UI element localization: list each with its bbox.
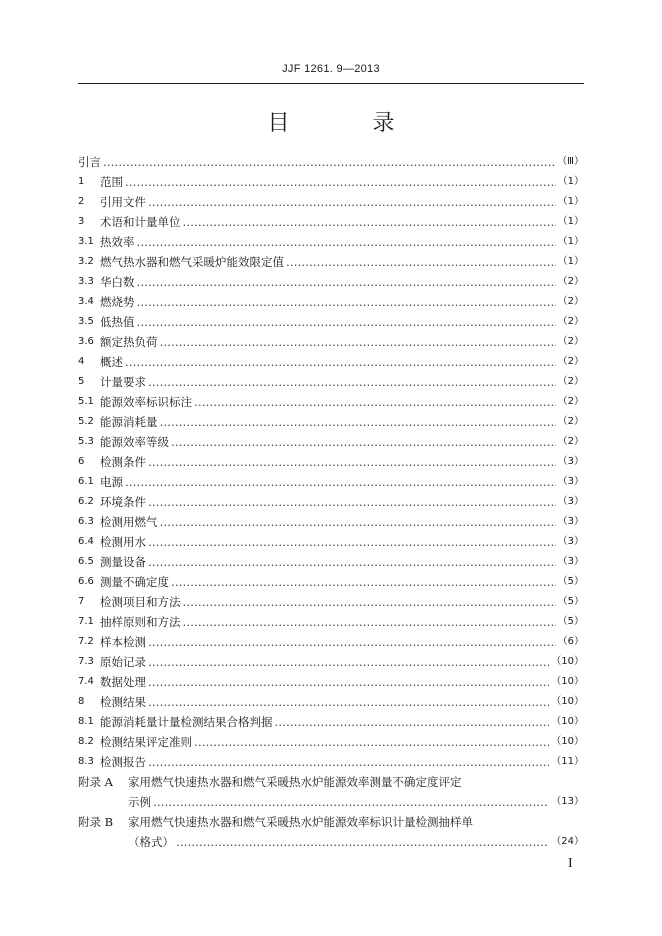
appendix-entry (78, 772, 584, 792)
appendix-title-line2: （格式） (128, 835, 174, 849)
toc-entry-number: 6.6 (78, 576, 94, 587)
appendix-page: （13） (551, 796, 584, 807)
appendix-number: 附录 B (78, 815, 114, 829)
toc-entry-title: 检测结果评定准则 (100, 735, 192, 749)
toc-entry (78, 392, 584, 412)
toc-entry (78, 592, 584, 612)
toc-entry-page: （2） (557, 336, 584, 347)
toc-entry-page: （3） (557, 456, 584, 467)
toc-entry-number: 7.1 (78, 616, 94, 627)
toc-entry-page: （5） (557, 596, 584, 607)
toc-entry-title: 范围 (100, 175, 123, 189)
toc-entry-page: （1） (557, 176, 584, 187)
toc-entry-title: 抽样原则和方法 (100, 615, 181, 629)
toc-entry-page: （2） (557, 316, 584, 327)
toc-entry-number: 6 (78, 456, 85, 467)
dot-leader (275, 712, 550, 732)
toc-entry-number: 5 (78, 376, 85, 387)
toc-entry-title: 引用文件 (100, 195, 146, 209)
dot-leader (153, 792, 549, 812)
dot-leader (148, 552, 556, 572)
dot-leader (160, 412, 556, 432)
toc-entry (78, 212, 584, 232)
toc-entry-page: （2） (557, 416, 584, 427)
toc-entry-number: 5.1 (78, 396, 94, 407)
toc-entry-page: （3） (557, 516, 584, 527)
dot-leader (183, 612, 556, 632)
toc-entry-number: 2 (78, 196, 85, 207)
toc-entry (78, 572, 584, 592)
toc-entry-title: 电源 (100, 475, 123, 489)
toc-entry-title: 能源消耗量 (100, 415, 158, 429)
dot-leader (137, 312, 556, 332)
dot-leader (194, 392, 556, 412)
toc-entry-number: 7 (78, 596, 85, 607)
table-of-contents (78, 152, 584, 852)
toc-entry-number: 7.4 (78, 676, 94, 687)
appendix-page: （24） (551, 836, 584, 847)
toc-entry-number: 3.6 (78, 336, 94, 347)
toc-entry-title: 燃烧势 (100, 295, 135, 309)
toc-entry-title: 低热值 (100, 315, 135, 329)
toc-entry (78, 412, 584, 432)
toc-entry-number: 8.2 (78, 736, 94, 747)
toc-entry (78, 552, 584, 572)
dot-leader (137, 232, 556, 252)
dot-leader (160, 512, 556, 532)
toc-entry-page: （6） (557, 636, 584, 647)
toc-entry-number: 6.2 (78, 496, 94, 507)
toc-entry-title: 检测用燃气 (100, 515, 158, 529)
toc-entry (78, 472, 584, 492)
dot-leader (148, 192, 556, 212)
toc-entry (78, 152, 584, 172)
toc-entry-number: 1 (78, 176, 85, 187)
toc-entry-title: 能源效率等级 (100, 435, 169, 449)
toc-entry-title: 测量不确定度 (100, 575, 169, 589)
toc-entry (78, 712, 584, 732)
toc-entry-page: （1） (557, 196, 584, 207)
toc-entry-number: 5.3 (78, 436, 94, 447)
toc-entry-number: 7.2 (78, 636, 94, 647)
dot-leader (137, 272, 556, 292)
toc-entry-title: 检测报告 (100, 755, 146, 769)
toc-entry (78, 372, 584, 392)
toc-entry (78, 732, 584, 752)
toc-entry-page: （1） (557, 256, 584, 267)
dot-leader (148, 372, 556, 392)
page-title: 目 录 (267, 111, 433, 136)
appendix-entry (78, 812, 584, 832)
toc-entry-number: 8.1 (78, 716, 94, 727)
appendix-entry-continuation (78, 792, 584, 812)
toc-entry-page: （11） (551, 756, 584, 767)
toc-entry-title: 能源效率标识标注 (100, 395, 192, 409)
toc-entry-number: 4 (78, 356, 85, 367)
toc-entry (78, 512, 584, 532)
dot-leader (125, 352, 556, 372)
toc-entry-page: （10） (551, 676, 584, 687)
dot-leader (148, 652, 549, 672)
dot-leader (125, 472, 556, 492)
dot-leader (148, 492, 556, 512)
appendix-title-line1: 家用燃气快速热水器和燃气采暖热水炉能源效率测量不确定度评定 (128, 775, 462, 789)
toc-entry-page: （10） (551, 696, 584, 707)
toc-entry-number: 3.3 (78, 276, 94, 287)
dot-leader (148, 752, 549, 772)
toc-entry-title: 检测条件 (100, 455, 146, 469)
toc-entry (78, 192, 584, 212)
toc-entry-page: （3） (557, 476, 584, 487)
dot-leader (148, 632, 556, 652)
toc-entry (78, 672, 584, 692)
dot-leader (183, 592, 556, 612)
toc-entry (78, 172, 584, 192)
toc-entry-title: 燃气热水器和燃气采暖炉能效限定值 (100, 255, 284, 269)
toc-entry-page: （1） (557, 236, 584, 247)
page-number: I (568, 856, 573, 871)
toc-entry-title: 计量要求 (100, 375, 146, 389)
toc-entry-page: （2） (557, 296, 584, 307)
toc-entry (78, 632, 584, 652)
toc-entry-number: 3.2 (78, 256, 94, 267)
toc-entry-number: 8.3 (78, 756, 94, 767)
toc-entry-title: 引言 (78, 155, 101, 169)
toc-entry-title: 测量设备 (100, 555, 146, 569)
toc-entry-page: （2） (557, 356, 584, 367)
toc-entry-page: （2） (557, 376, 584, 387)
header-rule (78, 83, 584, 84)
toc-entry-title: 环境条件 (100, 495, 146, 509)
toc-entry-page: （3） (557, 556, 584, 567)
toc-entry-number: 7.3 (78, 656, 94, 667)
toc-entry (78, 692, 584, 712)
dot-leader (148, 532, 556, 552)
toc-entry-number: 6.4 (78, 536, 94, 547)
toc-entry-number: 6.1 (78, 476, 94, 487)
toc-entry-page: （3） (557, 496, 584, 507)
toc-entry-page: （5） (557, 616, 584, 627)
toc-entry (78, 612, 584, 632)
toc-entry-title: 概述 (100, 355, 123, 369)
toc-entry-title: 原始记录 (100, 655, 146, 669)
toc-entry (78, 312, 584, 332)
standard-code: JJF 1261. 9—2013 (282, 63, 380, 75)
dot-leader (160, 332, 556, 352)
toc-entry-title: 数据处理 (100, 675, 146, 689)
toc-entry (78, 272, 584, 292)
toc-entry-page: （5） (557, 576, 584, 587)
toc-entry-number: 6.3 (78, 516, 94, 527)
toc-entry-title: 检测项目和方法 (100, 595, 181, 609)
toc-entry (78, 252, 584, 272)
toc-entry-number: 3.5 (78, 316, 94, 327)
dot-leader (148, 692, 549, 712)
dot-leader (148, 672, 549, 692)
appendix-title-line2: 示例 (128, 795, 151, 809)
toc-entry-number: 8 (78, 696, 85, 707)
dot-leader (137, 292, 556, 312)
toc-entry-title: 能源消耗量计量检测结果合格判据 (100, 715, 273, 729)
toc-entry-title: 检测结果 (100, 695, 146, 709)
toc-entry (78, 352, 584, 372)
toc-entry-number: 6.5 (78, 556, 94, 567)
toc-entry-number: 3 (78, 216, 85, 227)
toc-entry (78, 652, 584, 672)
dot-leader (183, 212, 556, 232)
dot-leader (176, 832, 549, 852)
dot-leader (148, 452, 556, 472)
toc-entry-title: 热效率 (100, 235, 135, 249)
toc-entry-page: （10） (551, 716, 584, 727)
toc-entry-number: 5.2 (78, 416, 94, 427)
toc-entry-title: 检测用水 (100, 535, 146, 549)
toc-entry-title: 样本检测 (100, 635, 146, 649)
toc-entry (78, 232, 584, 252)
toc-entry (78, 752, 584, 772)
toc-entry-page: （10） (551, 736, 584, 747)
appendix-entry-continuation (78, 832, 584, 852)
toc-entry-page: （10） (551, 656, 584, 667)
toc-entry (78, 292, 584, 312)
toc-entry (78, 452, 584, 472)
toc-entry-title: 额定热负荷 (100, 335, 158, 349)
toc-entry-page: （3） (557, 536, 584, 547)
dot-leader (286, 252, 556, 272)
toc-entry (78, 432, 584, 452)
toc-entry-page: （Ⅲ） (557, 156, 584, 167)
toc-entry-number: 3.1 (78, 236, 94, 247)
toc-entry-title: 术语和计量单位 (100, 215, 181, 229)
toc-entry-page: （2） (557, 396, 584, 407)
dot-leader (171, 432, 556, 452)
toc-entry-page: （2） (557, 276, 584, 287)
toc-entry (78, 532, 584, 552)
dot-leader (125, 172, 556, 192)
toc-entry-page: （1） (557, 216, 584, 227)
toc-entry-number: 3.4 (78, 296, 94, 307)
dot-leader (194, 732, 549, 752)
toc-entry-title: 华白数 (100, 275, 135, 289)
appendix-title-line1: 家用燃气快速热水器和燃气采暖热水炉能源效率标识计量检测抽样单 (128, 815, 473, 829)
appendix-number: 附录 A (78, 775, 113, 789)
toc-entry (78, 492, 584, 512)
toc-entry (78, 332, 584, 352)
dot-leader (103, 152, 555, 172)
dot-leader (171, 572, 556, 592)
toc-entry-page: （2） (557, 436, 584, 447)
